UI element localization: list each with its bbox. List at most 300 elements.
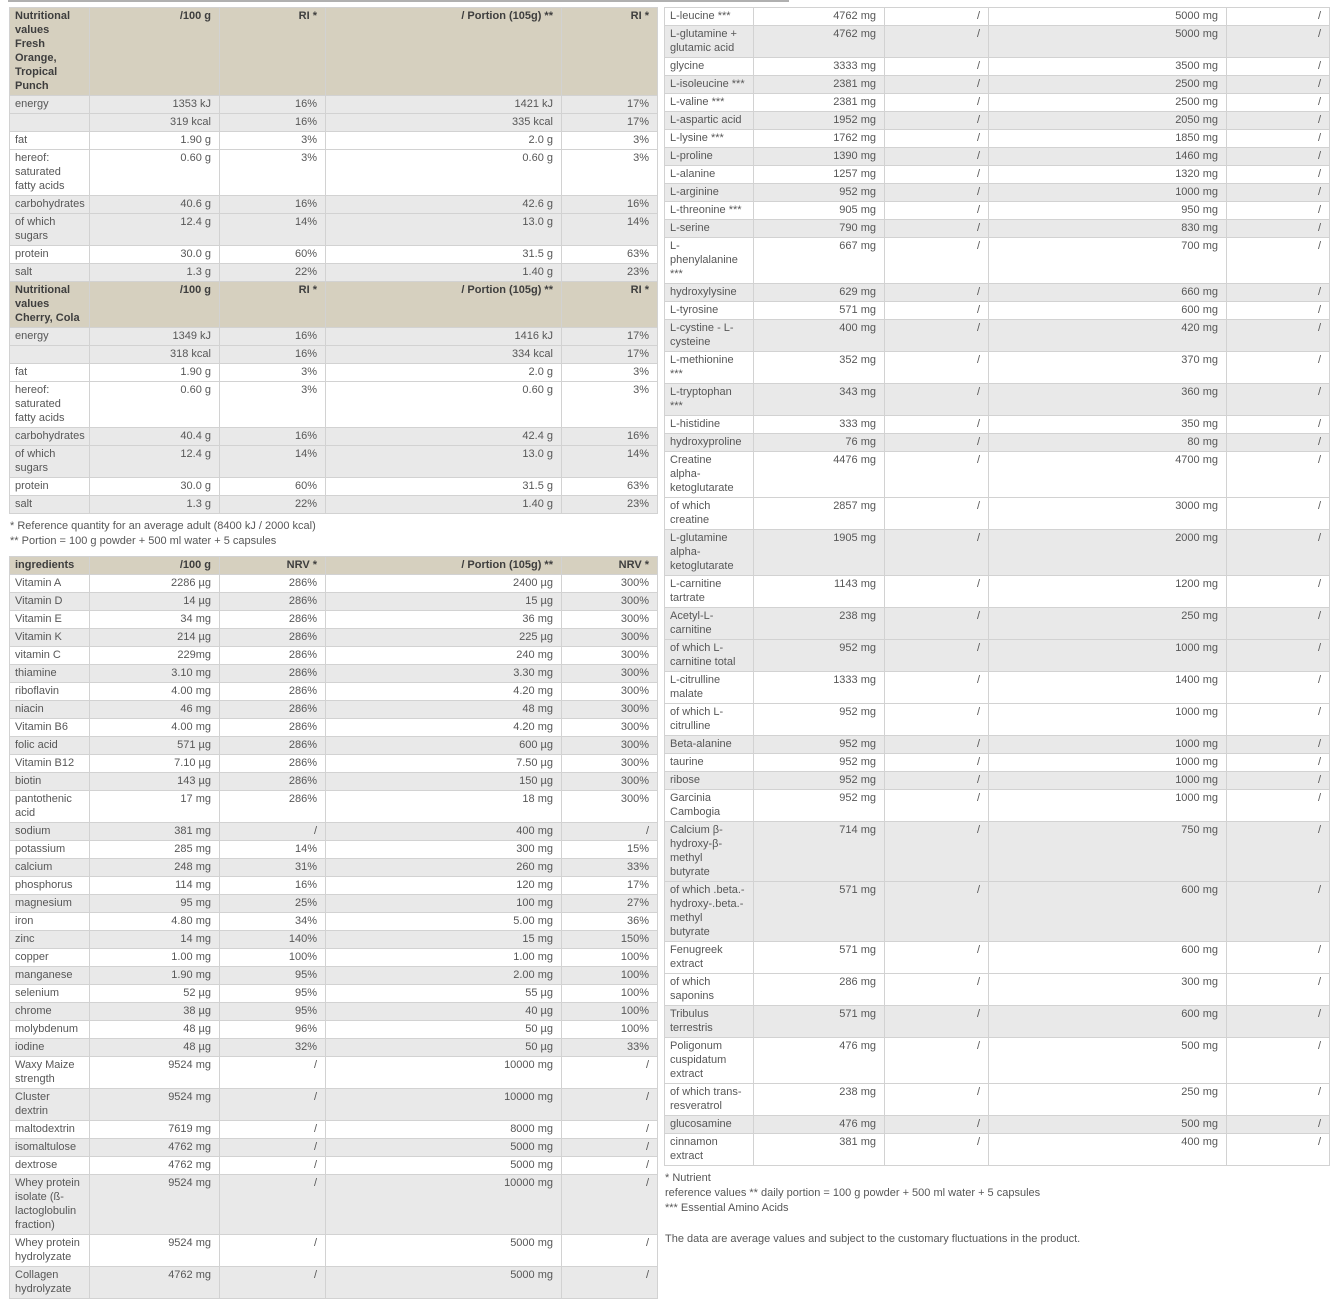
row-label: iron — [10, 913, 90, 931]
row-value: 15 mg — [326, 931, 562, 949]
row-label: L-alanine — [665, 166, 754, 184]
row-value: 30.0 g — [90, 478, 220, 496]
row-value: 952 mg — [754, 640, 885, 672]
row-label: chrome — [10, 1003, 90, 1021]
row-value: 214 µg — [90, 629, 220, 647]
row-value: 1.90 g — [90, 132, 220, 150]
row-value: 381 mg — [754, 1134, 885, 1166]
row-value: / — [885, 498, 989, 530]
row-value: / — [562, 823, 658, 841]
table-row — [10, 967, 658, 985]
row-value: 17% — [562, 328, 658, 346]
row-value: 5000 mg — [989, 26, 1227, 58]
row-value: / — [885, 284, 989, 302]
row-value: 16% — [220, 96, 326, 114]
row-label: Calcium β-hydroxy-β-methyl butyrate — [665, 822, 754, 882]
row-value: 1320 mg — [989, 166, 1227, 184]
row-value: 17% — [562, 877, 658, 895]
row-value: / — [885, 238, 989, 284]
table-row — [665, 822, 1330, 882]
row-label: protein — [10, 478, 90, 496]
row-label: manganese — [10, 967, 90, 985]
table-row — [665, 184, 1330, 202]
table-row — [665, 166, 1330, 184]
table-row — [10, 1057, 658, 1089]
row-value: / — [1227, 1116, 1330, 1134]
row-value: 31.5 g — [326, 246, 562, 264]
row-value: / — [1227, 1134, 1330, 1166]
row-value: 300% — [562, 719, 658, 737]
table-row — [665, 1006, 1330, 1038]
header-cell: NRV * — [220, 557, 326, 575]
row-label: L-lysine *** — [665, 130, 754, 148]
row-label: of which saponins — [665, 974, 754, 1006]
row-label: glycine — [665, 58, 754, 76]
row-value: / — [1227, 416, 1330, 434]
row-value: 7.10 µg — [90, 755, 220, 773]
row-value: 15% — [562, 841, 658, 859]
table-row — [665, 302, 1330, 320]
row-value: / — [885, 76, 989, 94]
row-value: / — [1227, 790, 1330, 822]
row-label: fat — [10, 364, 90, 382]
row-label: glucosamine — [665, 1116, 754, 1134]
row-label: Fenugreek extract — [665, 942, 754, 974]
row-value: 286% — [220, 593, 326, 611]
footnote-line: * Nutrient — [665, 1172, 711, 1184]
row-value: 9524 mg — [90, 1235, 220, 1267]
row-value: 420 mg — [989, 320, 1227, 352]
row-value: 100% — [220, 949, 326, 967]
row-label: pantothenic acid — [10, 791, 90, 823]
table-header-row — [10, 557, 658, 575]
table-row — [10, 1121, 658, 1139]
row-value: / — [1227, 1084, 1330, 1116]
table-row — [10, 328, 658, 346]
row-value: / — [1227, 452, 1330, 498]
row-value: / — [1227, 166, 1330, 184]
row-label: Beta-alanine — [665, 736, 754, 754]
row-value: 3500 mg — [989, 58, 1227, 76]
row-value: 1143 mg — [754, 576, 885, 608]
row-value: 16% — [220, 196, 326, 214]
row-value: 16% — [562, 428, 658, 446]
table-row — [10, 346, 658, 364]
row-value: 14% — [220, 446, 326, 478]
row-label: maltodextrin — [10, 1121, 90, 1139]
row-value: 260 mg — [326, 859, 562, 877]
row-value: 300% — [562, 737, 658, 755]
row-value: 3.30 mg — [326, 665, 562, 683]
table-row — [10, 1139, 658, 1157]
table-row — [665, 1116, 1330, 1134]
row-value: 2000 mg — [989, 530, 1227, 576]
row-value: 0.60 g — [90, 150, 220, 196]
row-value: / — [1227, 352, 1330, 384]
table-row — [10, 1157, 658, 1175]
row-value: / — [885, 576, 989, 608]
row-label: L-methionine *** — [665, 352, 754, 384]
row-value: / — [885, 434, 989, 452]
row-value: 60% — [220, 478, 326, 496]
left-column — [9, 7, 657, 1299]
table-row — [665, 320, 1330, 352]
row-value: 1.3 g — [90, 496, 220, 514]
row-value: / — [1227, 498, 1330, 530]
table-row — [665, 352, 1330, 384]
row-value: / — [1227, 238, 1330, 284]
row-value: 240 mg — [326, 647, 562, 665]
row-label — [10, 114, 90, 132]
row-value: 286% — [220, 701, 326, 719]
row-value: 120 mg — [326, 877, 562, 895]
row-value: 300 mg — [326, 841, 562, 859]
table-row — [665, 1084, 1330, 1116]
row-value: / — [1227, 384, 1330, 416]
row-value: 32% — [220, 1039, 326, 1057]
row-label: L-arginine — [665, 184, 754, 202]
row-value: 2500 mg — [989, 94, 1227, 112]
row-value: 22% — [220, 264, 326, 282]
row-label: Acetyl-L-carnitine — [665, 608, 754, 640]
table-row — [10, 755, 658, 773]
row-value: 3% — [562, 382, 658, 428]
row-value: 660 mg — [989, 284, 1227, 302]
row-value: 7619 mg — [90, 1121, 220, 1139]
table-row — [665, 434, 1330, 452]
row-label: L-valine *** — [665, 94, 754, 112]
row-value: 300% — [562, 701, 658, 719]
table-row — [665, 772, 1330, 790]
row-value: / — [220, 823, 326, 841]
row-value: 0.60 g — [326, 150, 562, 196]
row-value: 23% — [562, 264, 658, 282]
table-row — [665, 672, 1330, 704]
row-value: / — [1227, 822, 1330, 882]
table-row — [665, 58, 1330, 76]
table-row — [665, 974, 1330, 1006]
table-row — [10, 446, 658, 478]
table-row — [10, 791, 658, 823]
row-value: / — [885, 772, 989, 790]
row-value: 352 mg — [754, 352, 885, 384]
row-value: 3% — [562, 364, 658, 382]
row-value: 300 mg — [989, 974, 1227, 1006]
row-value: 30.0 g — [90, 246, 220, 264]
footnote-line: *** Essential Amino Acids — [665, 1202, 789, 1214]
row-value: 46 mg — [90, 701, 220, 719]
row-value: / — [1227, 320, 1330, 352]
row-value: / — [220, 1057, 326, 1089]
row-value: / — [1227, 284, 1330, 302]
row-label: Poligonum cuspidatum extract — [665, 1038, 754, 1084]
row-label: L-cystine - L-cysteine — [665, 320, 754, 352]
row-value: / — [885, 1084, 989, 1116]
row-value: 350 mg — [989, 416, 1227, 434]
row-value: / — [1227, 736, 1330, 754]
row-value: 286% — [220, 665, 326, 683]
row-value: / — [885, 1038, 989, 1084]
row-label: L-phenylalanine *** — [665, 238, 754, 284]
row-value: 2381 mg — [754, 94, 885, 112]
row-value: 15 µg — [326, 593, 562, 611]
row-value: / — [885, 416, 989, 434]
row-label: Vitamin D — [10, 593, 90, 611]
row-label: zinc — [10, 931, 90, 949]
row-value: 952 mg — [754, 736, 885, 754]
table-row — [665, 220, 1330, 238]
row-label: L-tyrosine — [665, 302, 754, 320]
table-row — [665, 530, 1330, 576]
nutrition-values-table — [9, 7, 658, 514]
row-value: 5000 mg — [326, 1139, 562, 1157]
table-row — [10, 264, 658, 282]
row-value: 1349 kJ — [90, 328, 220, 346]
row-value: / — [885, 736, 989, 754]
row-value: 95 mg — [90, 895, 220, 913]
row-value: 238 mg — [754, 1084, 885, 1116]
row-value: / — [220, 1235, 326, 1267]
row-value: 952 mg — [754, 704, 885, 736]
row-value: / — [1227, 1006, 1330, 1038]
table-row — [10, 895, 658, 913]
row-value: 571 µg — [90, 737, 220, 755]
row-label: iodine — [10, 1039, 90, 1057]
table-row — [10, 737, 658, 755]
disclaimer-text: The data are average values and subject to the customary fluctuations in the product. — [665, 1233, 1081, 1245]
row-value: 1200 mg — [989, 576, 1227, 608]
row-label: L-glutamine alpha-ketoglutarate — [665, 530, 754, 576]
table-row — [10, 823, 658, 841]
row-value: 60% — [220, 246, 326, 264]
row-value: / — [1227, 882, 1330, 942]
row-value: / — [885, 822, 989, 882]
row-value: 9524 mg — [90, 1089, 220, 1121]
table-row — [10, 150, 658, 196]
row-label: cinnamon extract — [665, 1134, 754, 1166]
table-row — [10, 913, 658, 931]
row-label: Vitamin E — [10, 611, 90, 629]
row-value: 17 mg — [90, 791, 220, 823]
row-value: / — [562, 1057, 658, 1089]
row-label: salt — [10, 264, 90, 282]
row-value: 1000 mg — [989, 736, 1227, 754]
row-value: / — [220, 1157, 326, 1175]
row-value: 95% — [220, 1003, 326, 1021]
header-cell: / Portion (105g) ** — [326, 282, 562, 328]
row-label: Creatine alpha-ketoglutarate — [665, 452, 754, 498]
row-value: 4762 mg — [90, 1267, 220, 1299]
row-value: 1000 mg — [989, 772, 1227, 790]
row-value: 600 mg — [989, 1006, 1227, 1038]
row-value: / — [562, 1121, 658, 1139]
table-row — [665, 238, 1330, 284]
row-value: 31.5 g — [326, 478, 562, 496]
row-value: 286% — [220, 791, 326, 823]
row-value: / — [1227, 672, 1330, 704]
row-value: 4.00 mg — [90, 683, 220, 701]
row-value: / — [885, 640, 989, 672]
row-value: 63% — [562, 478, 658, 496]
row-value: 14% — [220, 214, 326, 246]
row-value: 1.90 g — [90, 364, 220, 382]
row-value: 248 mg — [90, 859, 220, 877]
row-label: potassium — [10, 841, 90, 859]
row-value: 1.00 mg — [326, 949, 562, 967]
row-value: 286% — [220, 773, 326, 791]
row-value: 1416 kJ — [326, 328, 562, 346]
table-header-row — [10, 8, 658, 96]
row-value: / — [1227, 94, 1330, 112]
row-label: magnesium — [10, 895, 90, 913]
row-value: 3000 mg — [989, 498, 1227, 530]
row-value: 370 mg — [989, 352, 1227, 384]
row-value: 9524 mg — [90, 1057, 220, 1089]
row-value: 96% — [220, 1021, 326, 1039]
table-row — [10, 575, 658, 593]
table-row — [10, 96, 658, 114]
row-value: / — [1227, 942, 1330, 974]
row-value: / — [220, 1139, 326, 1157]
row-value: 13.0 g — [326, 446, 562, 478]
row-value: / — [885, 672, 989, 704]
row-value: 319 kcal — [90, 114, 220, 132]
row-value: 300% — [562, 611, 658, 629]
row-value: 4762 mg — [90, 1157, 220, 1175]
row-value: 34 mg — [90, 611, 220, 629]
table-row — [10, 196, 658, 214]
row-value: 667 mg — [754, 238, 885, 284]
table-row — [665, 942, 1330, 974]
row-value: 4.20 mg — [326, 719, 562, 737]
row-value: 400 mg — [754, 320, 885, 352]
row-value: 571 mg — [754, 942, 885, 974]
row-label: niacin — [10, 701, 90, 719]
row-value: / — [562, 1175, 658, 1235]
table-row — [10, 1021, 658, 1039]
row-label: protein — [10, 246, 90, 264]
header-cell: RI * — [220, 8, 326, 96]
row-value: / — [885, 112, 989, 130]
row-label: L-glutamine + glutamic acid — [665, 26, 754, 58]
row-value: 285 mg — [90, 841, 220, 859]
row-value: / — [1227, 704, 1330, 736]
table-row — [665, 1038, 1330, 1084]
row-value: 2381 mg — [754, 76, 885, 94]
row-label: L-citrulline malate — [665, 672, 754, 704]
row-value: / — [885, 302, 989, 320]
row-value: 150% — [562, 931, 658, 949]
row-label: L-proline — [665, 148, 754, 166]
table-row — [10, 841, 658, 859]
row-value: / — [885, 1006, 989, 1038]
row-value: 48 mg — [326, 701, 562, 719]
table-row — [10, 114, 658, 132]
row-label: calcium — [10, 859, 90, 877]
row-label: hydroxyproline — [665, 434, 754, 452]
row-value: / — [1227, 772, 1330, 790]
row-value: / — [885, 184, 989, 202]
table-row — [665, 148, 1330, 166]
row-value: 952 mg — [754, 754, 885, 772]
table-row — [665, 284, 1330, 302]
row-value: 17% — [562, 114, 658, 132]
table-row — [665, 640, 1330, 672]
row-value: / — [562, 1089, 658, 1121]
row-value: / — [562, 1157, 658, 1175]
row-value: 1257 mg — [754, 166, 885, 184]
row-value: 9524 mg — [90, 1175, 220, 1235]
row-value: 4476 mg — [754, 452, 885, 498]
row-value: 100% — [562, 1003, 658, 1021]
row-value: 229mg — [90, 647, 220, 665]
row-value: 48 µg — [90, 1039, 220, 1057]
row-value: 3% — [562, 132, 658, 150]
header-title-cell: Nutritional values Fresh Orange, Tropical Punch — [10, 8, 90, 96]
table-row — [10, 719, 658, 737]
row-value: 114 mg — [90, 877, 220, 895]
row-value: 286% — [220, 683, 326, 701]
row-value: 2.00 mg — [326, 967, 562, 985]
row-value: 14% — [562, 214, 658, 246]
row-value: 3% — [220, 150, 326, 196]
row-value: 286% — [220, 575, 326, 593]
row-value: 25% — [220, 895, 326, 913]
row-value: / — [885, 352, 989, 384]
row-value: 4762 mg — [90, 1139, 220, 1157]
row-value: / — [885, 8, 989, 26]
table-row — [10, 1089, 658, 1121]
header-cell: NRV * — [562, 557, 658, 575]
row-label: salt — [10, 496, 90, 514]
table-row — [10, 773, 658, 791]
row-value: 2.0 g — [326, 364, 562, 382]
row-value: 5.00 mg — [326, 913, 562, 931]
footnote-line: ** Portion = 100 g powder + 500 ml water + 5 capsules — [10, 535, 277, 547]
table-row — [665, 130, 1330, 148]
row-value: 1.90 mg — [90, 967, 220, 985]
row-value: 50 µg — [326, 1021, 562, 1039]
row-value: 4762 mg — [754, 26, 885, 58]
row-value: 225 µg — [326, 629, 562, 647]
table-row — [10, 629, 658, 647]
row-value: / — [562, 1235, 658, 1267]
row-value: 0.60 g — [326, 382, 562, 428]
row-value: / — [885, 704, 989, 736]
row-label: Vitamin B12 — [10, 755, 90, 773]
row-value: 5000 mg — [326, 1157, 562, 1175]
table-row — [665, 384, 1330, 416]
row-value: 714 mg — [754, 822, 885, 882]
table-row — [665, 608, 1330, 640]
table-row — [10, 428, 658, 446]
row-value: / — [562, 1267, 658, 1299]
row-value: 1905 mg — [754, 530, 885, 576]
row-value: 1.00 mg — [90, 949, 220, 967]
row-value: / — [1227, 220, 1330, 238]
row-value: 140% — [220, 931, 326, 949]
row-label: Tribulus terrestris — [665, 1006, 754, 1038]
table-row — [10, 593, 658, 611]
row-value: 5000 mg — [326, 1235, 562, 1267]
table-row — [10, 1039, 658, 1057]
row-value: 100% — [562, 1021, 658, 1039]
row-value: / — [885, 754, 989, 772]
row-label: Whey protein isolate (ß-lactoglobulin fraction) — [10, 1175, 90, 1235]
row-value: / — [885, 58, 989, 76]
row-label: hereof: saturated fatty acids — [10, 150, 90, 196]
row-value: 750 mg — [989, 822, 1227, 882]
